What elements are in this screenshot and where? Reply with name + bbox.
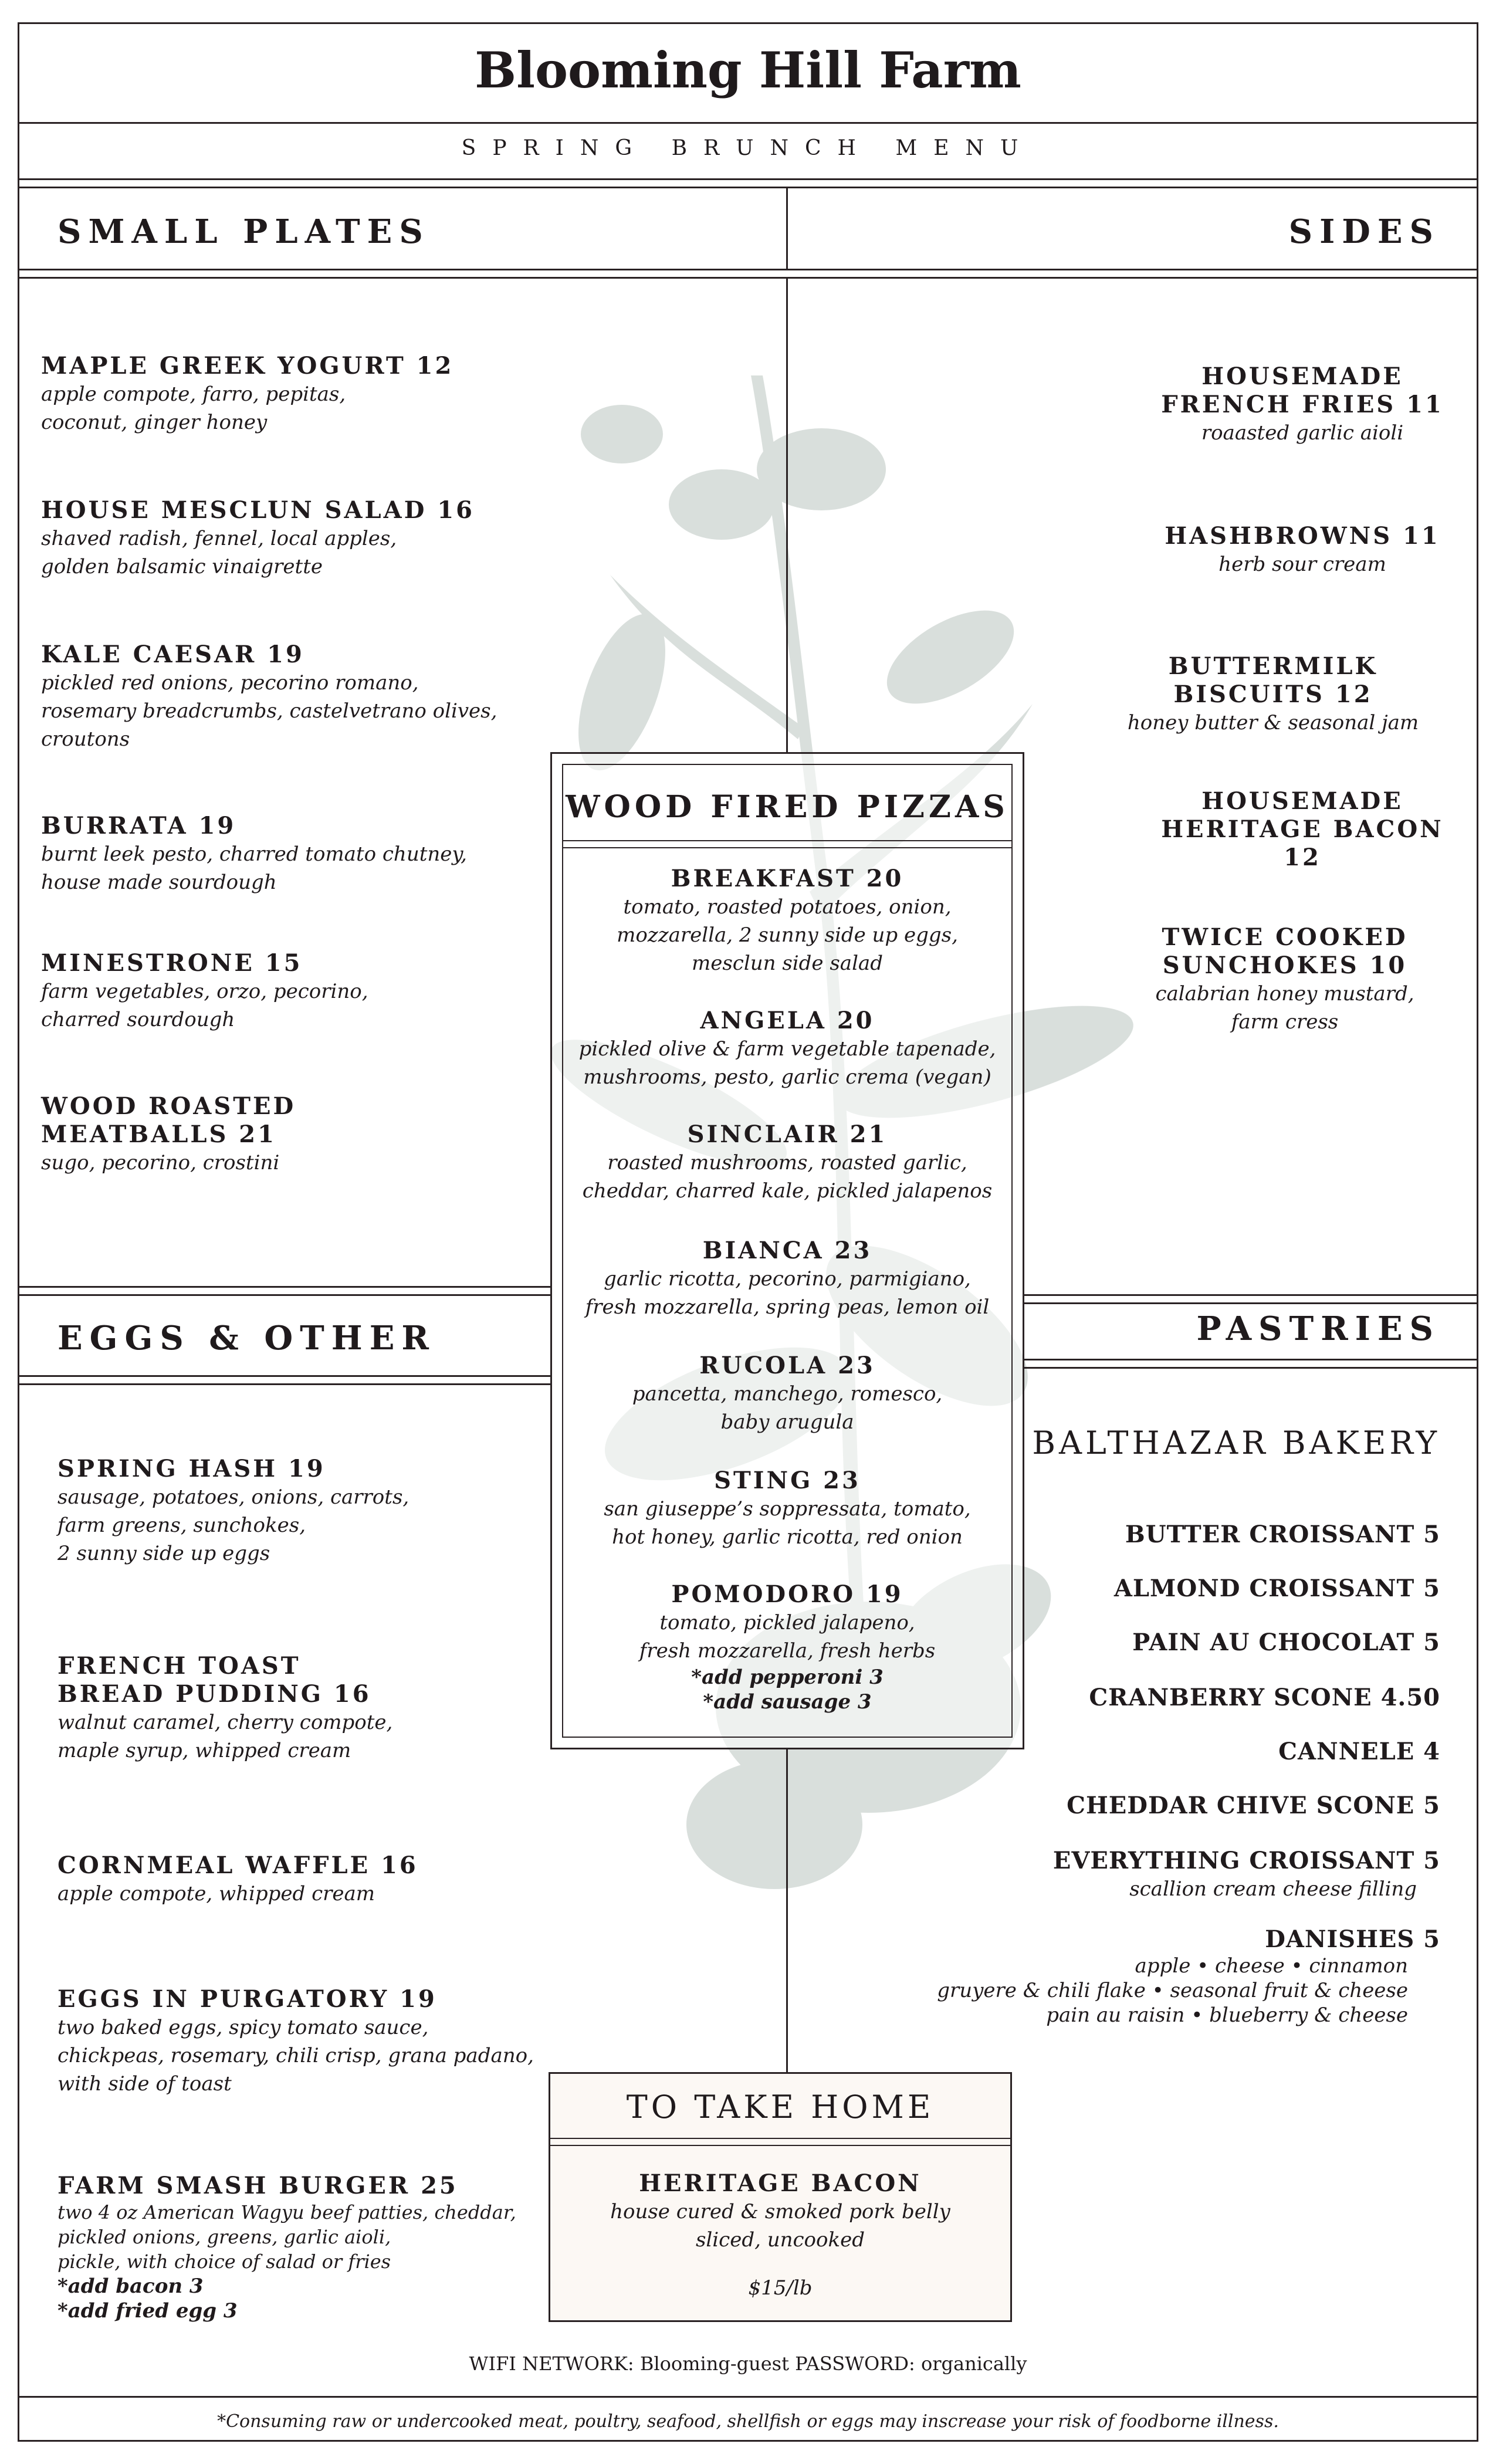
- item-name: TWICE COOKED SUNCHOKES 10: [1162, 923, 1408, 979]
- take-home-item: [549, 2169, 1012, 2302]
- menu-item: [1150, 787, 1455, 872]
- item-description: pancetta, manchego, romesco, baby arugula: [632, 1382, 943, 1434]
- item-name: MINESTRONE 15: [41, 949, 303, 977]
- item-description: scallion cream cheese filling: [1129, 1877, 1417, 1901]
- item-name: BUTTER CROISSANT 5: [1125, 1521, 1440, 1548]
- item-name: CHEDDAR CHIVE SCONE 5: [1067, 1792, 1440, 1819]
- item-name: EVERYTHING CROISSANT 5: [1052, 1847, 1440, 1874]
- item-description: pickled olive & farm vegetable tapenade, mushrooms, pesto, garlic crema (vegan): [578, 1037, 996, 1089]
- item-name: BREAKFAST 20: [671, 865, 904, 892]
- item-name: RUCOLA 23: [699, 1352, 875, 1379]
- item-name: BURRATA 19: [41, 812, 236, 840]
- item-name: MAPLE GREEK YOGURT 12: [41, 352, 454, 380]
- item-description: sugo, pecorino, crostini: [41, 1151, 280, 1175]
- pastry-item: [912, 1629, 1440, 1657]
- divider: [1024, 1367, 1478, 1369]
- item-description: apple compote, whipped cream: [57, 1882, 375, 1905]
- divider: [1024, 1359, 1478, 1360]
- item-name: CRANBERRY SCONE 4.50: [1089, 1684, 1440, 1711]
- divider: [786, 187, 788, 269]
- item-price: $15/lb: [748, 2276, 813, 2300]
- item-name: POMODORO 19: [671, 1580, 903, 1608]
- item-description: garlic ricotta, pecorino, parmigiano, fresh mozzarella, spring peas, lemon oil: [585, 1267, 990, 1319]
- divider: [18, 1383, 550, 1385]
- item-description: burnt leek pesto, charred tomato chutney, house made sourdough: [41, 842, 467, 894]
- item-description: san giuseppe’s soppressata, tomato, hot honey, garlic ricotta, red onion: [604, 1497, 971, 1549]
- item-description: honey butter & seasonal jam: [1127, 711, 1419, 735]
- menu-item: [57, 2172, 539, 2323]
- section-sides: SIDES: [1288, 212, 1440, 251]
- pizza-item: [562, 1352, 1013, 1436]
- item-name: FRENCH TOAST BREAD PUDDING 16: [57, 1652, 371, 1708]
- wifi-info: WIFI NETWORK: Blooming-guest PASSWORD: organically: [469, 2353, 1027, 2375]
- item-description: tomato, pickled jalapeno, fresh mozzarella, fresh herbs: [639, 1611, 936, 1663]
- item-name: SPRING HASH 19: [57, 1455, 326, 1483]
- section-pastries: PASTRIES: [1196, 1309, 1440, 1348]
- bakery-name: BALTHAZAR BAKERY: [1032, 1424, 1440, 1461]
- restaurant-title: Blooming Hill Farm: [475, 41, 1021, 99]
- menu-item: [1150, 522, 1455, 578]
- divider: [18, 1294, 550, 1296]
- menu-item: [41, 352, 510, 436]
- menu-item: [41, 1092, 510, 1177]
- item-name: SINCLAIR 21: [687, 1121, 888, 1148]
- section-pizzas: WOOD FIRED PIZZAS: [566, 789, 1009, 825]
- item-description: pickled red onions, pecorino romano, rosemary breadcrumbs, castelvetrano olives, croutons: [41, 671, 497, 751]
- pastry-item: [912, 1521, 1440, 1549]
- item-name: CORNMEAL WAFFLE 16: [57, 1852, 418, 1879]
- menu-item: [41, 641, 546, 753]
- divider: [786, 277, 788, 752]
- item-description: apple compote, farro, pepitas, coconut, ginger honey: [41, 383, 346, 434]
- section-take-home: TO TAKE HOME: [626, 2089, 935, 2125]
- item-description: two 4 oz American Wagyu beef patties, cheddar, pickled onions, greens, garlic aioli, pickle, with choice of salad or fries: [57, 2201, 516, 2273]
- pizza-item: [562, 865, 1013, 977]
- divider: [1024, 1302, 1478, 1304]
- divider: [18, 277, 1478, 279]
- item-description: calabrian honey mustard, farm cress: [1155, 982, 1414, 1034]
- divider: [1024, 1294, 1478, 1296]
- menu-item: [41, 496, 510, 581]
- divider: [549, 2138, 1012, 2139]
- divider: [18, 1286, 550, 1288]
- item-name: DANISHES 5: [1265, 1925, 1440, 1953]
- pizza-item: [562, 1237, 1013, 1321]
- item-description: roasted mushrooms, roasted garlic, cheddar, charred kale, pickled jalapenos: [582, 1151, 993, 1203]
- item-description: apple • cheese • cinnamon gruyere & chili flake • seasonal fruit & cheese pain au raisin • blueberry & cheese: [937, 1954, 1408, 2027]
- menu-item: [1115, 923, 1455, 1036]
- pastry-item: [912, 1847, 1440, 1903]
- menu-item: [41, 812, 522, 896]
- item-description: two baked eggs, spicy tomato sauce, chickpeas, rosemary, chili crisp, grana padano, with side of toast: [57, 2016, 534, 2096]
- menu-item: [41, 949, 510, 1034]
- item-description: shaved radish, fennel, local apples, golden balsamic vinaigrette: [41, 527, 397, 578]
- item-name: HERITAGE BACON: [639, 2169, 922, 2197]
- divider: [18, 187, 1478, 188]
- menu-item: [57, 1852, 539, 1908]
- item-description: house cured & smoked pork belly sliced, uncooked: [610, 2200, 950, 2252]
- pizza-item: [562, 1121, 1013, 1205]
- item-name: CANNELE 4: [1278, 1738, 1440, 1765]
- item-description: tomato, roasted potatoes, onion, mozzarella, 2 sunny side up eggs, mesclun side salad: [617, 895, 958, 975]
- item-name: WOOD ROASTED MEATBALLS 21: [41, 1092, 296, 1148]
- divider: [18, 122, 1478, 124]
- divider: [549, 2145, 1012, 2146]
- item-description: roaasted garlic aioli: [1201, 421, 1404, 445]
- item-description: farm vegetables, orzo, pecorino, charred sourdough: [41, 980, 368, 1031]
- pastry-item: [912, 1738, 1440, 1766]
- menu-subtitle: SPRING BRUNCH MENU: [461, 136, 1035, 160]
- item-description: walnut caramel, cherry compote, maple syrup, whipped cream: [57, 1711, 393, 1762]
- divider: [786, 1749, 788, 2072]
- pastry-item: [912, 1684, 1440, 1712]
- item-name: FARM SMASH BURGER 25: [57, 2172, 458, 2199]
- menu-item: [57, 1455, 539, 1568]
- item-name: EGGS IN PURGATORY 19: [57, 1985, 437, 2013]
- item-addons: *add pepperoni 3 *add sausage 3: [691, 1666, 884, 1714]
- pastry-item: [912, 1575, 1440, 1603]
- divider: [18, 1375, 550, 1377]
- menu-item: [57, 1652, 539, 1765]
- item-description: sausage, potatoes, onions, carrots, farm greens, sunchokes, 2 sunny side up eggs: [57, 1485, 409, 1565]
- pastry-item: [912, 1792, 1440, 1820]
- divider: [18, 2396, 1478, 2398]
- item-name: ALMOND CROISSANT 5: [1113, 1575, 1440, 1602]
- item-name: ANGELA 20: [700, 1007, 875, 1034]
- item-name: PAIN AU CHOCOLAT 5: [1132, 1629, 1440, 1656]
- item-name: STING 23: [714, 1467, 861, 1494]
- menu-item: [1091, 652, 1455, 737]
- item-name: KALE CAESAR 19: [41, 641, 304, 668]
- item-name: BIANCA 23: [702, 1237, 872, 1264]
- menu-item: [57, 1985, 574, 2098]
- item-addons: *add bacon 3 *add fried egg 3: [57, 2275, 238, 2323]
- item-name: HOUSEMADE HERITAGE BACON 12: [1161, 787, 1444, 871]
- item-name: HOUSE MESCLUN SALAD 16: [41, 496, 475, 524]
- item-name: HASHBROWNS 11: [1165, 522, 1440, 550]
- food-safety-disclaimer: *Consuming raw or undercooked meat, poultry, seafood, shellfish or eggs may inscrease your risk of foodborne illness.: [217, 2411, 1279, 2432]
- item-description: herb sour cream: [1219, 553, 1386, 576]
- item-name: BUTTERMILK BISCUITS 12: [1168, 652, 1378, 708]
- item-name: HOUSEMADE FRENCH FRIES 11: [1161, 363, 1444, 418]
- pastry-item: [912, 1925, 1440, 2028]
- menu-item: [1150, 363, 1455, 447]
- section-small-plates: SMALL PLATES: [57, 212, 430, 251]
- divider: [18, 269, 1478, 270]
- divider: [562, 847, 1013, 848]
- divider: [18, 178, 1478, 180]
- section-eggs-other: EGGS & OTHER: [57, 1319, 436, 1358]
- pizza-item: [562, 1007, 1013, 1091]
- divider: [562, 840, 1013, 841]
